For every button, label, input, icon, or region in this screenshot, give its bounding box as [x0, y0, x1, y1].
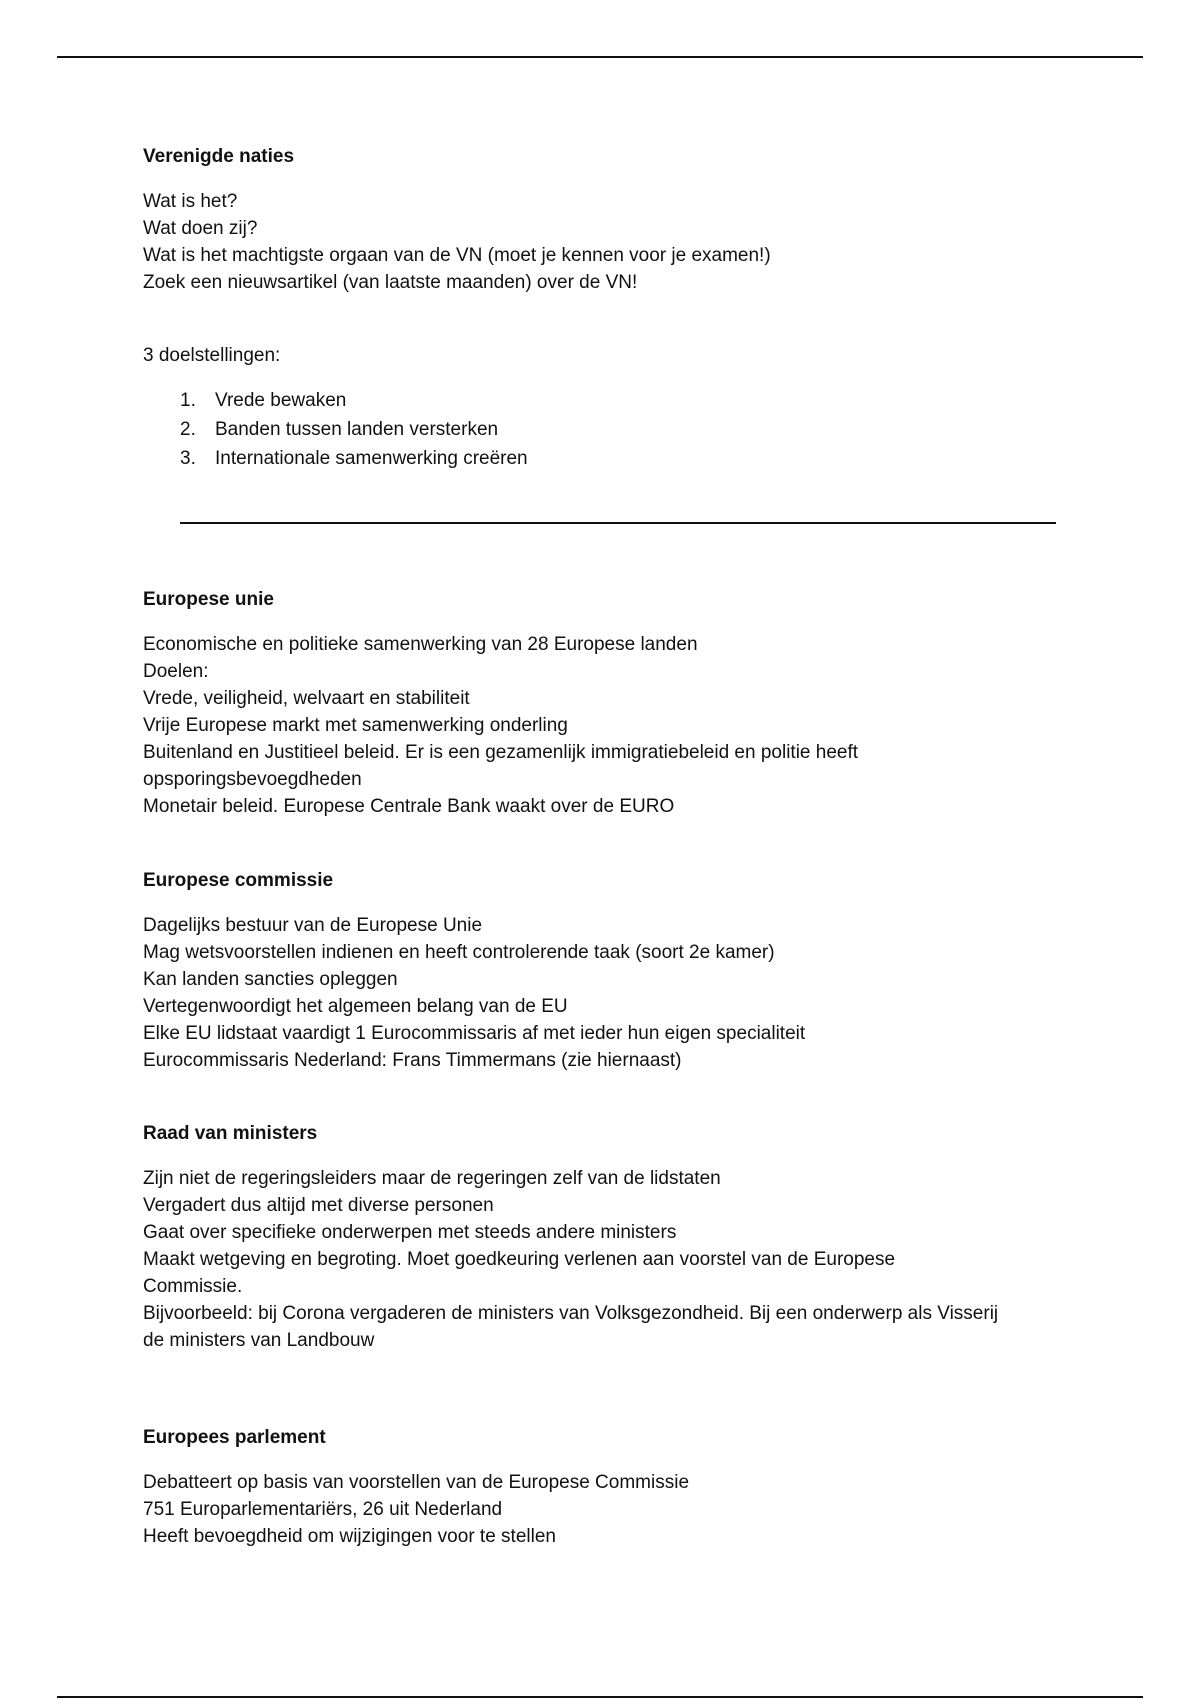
list-item-text: Vrede bewaken	[215, 390, 347, 411]
text-line: Wat doen zij?	[143, 218, 258, 239]
section-heading: Europees parlement	[143, 1427, 326, 1448]
section-heading: Raad van ministers	[143, 1123, 318, 1144]
text-line: Zoek een nieuwsartikel (van laatste maanden) over de VN!	[143, 272, 638, 293]
list-item	[143, 386, 1083, 415]
page-bottom-rule	[57, 1696, 1143, 1698]
list-number: 3.	[180, 448, 196, 469]
section-verenigde-naties	[143, 143, 1083, 296]
text-line: Economische en politieke samenwerking van 28 Europese landen	[143, 634, 698, 655]
text-line: Vertegenwoordigt het algemeen belang van de EU	[143, 996, 568, 1017]
list-item	[143, 415, 1083, 444]
text-line: de ministers van Landbouw	[143, 1330, 375, 1351]
text-line: Monetair beleid. Europese Centrale Bank waakt over de EURO	[143, 796, 675, 817]
text-line: Zijn niet de regeringsleiders maar de regeringen zelf van de lidstaten	[143, 1168, 721, 1189]
page-top-rule	[57, 56, 1143, 58]
list-item-text: Internationale samenwerking creëren	[215, 448, 528, 469]
text-line: Elke EU lidstaat vaardigt 1 Eurocommissaris af met ieder hun eigen specialiteit	[143, 1023, 806, 1044]
list-number: 2.	[180, 419, 196, 440]
section-heading: Verenigde naties	[143, 146, 295, 167]
text-line: Vergadert dus altijd met diverse personen	[143, 1195, 494, 1216]
list-item-text: Banden tussen landen versterken	[215, 419, 499, 440]
goals-list	[143, 386, 1083, 473]
text-line: Wat is het?	[143, 191, 238, 212]
text-line: Eurocommissaris Nederland: Frans Timmermans (zie hiernaast)	[143, 1050, 682, 1071]
text-line: Mag wetsvoorstellen indienen en heeft controlerende taak (soort 2e kamer)	[143, 942, 775, 963]
section-heading: Europese commissie	[143, 870, 334, 891]
text-line: Vrije Europese markt met samenwerking onderling	[143, 715, 568, 736]
list-item	[143, 444, 1083, 473]
section-raad-van-ministers	[143, 1120, 1083, 1354]
text-line: Heeft bevoegdheid om wijzigingen voor te stellen	[143, 1526, 556, 1547]
goals-block	[143, 342, 1083, 473]
text-line: Maakt wetgeving en begroting. Moet goedkeuring verlenen aan voorstel van de Europese	[143, 1249, 896, 1270]
text-line: Dagelijks bestuur van de Europese Unie	[143, 915, 483, 936]
section-heading: Europese unie	[143, 589, 274, 610]
text-line: Doelen:	[143, 661, 209, 682]
text-line: opsporingsbevoegdheden	[143, 769, 362, 790]
text-line: Vrede, veiligheid, welvaart en stabiliteit	[143, 688, 470, 709]
text-line: Commissie.	[143, 1276, 243, 1297]
text-line: Debatteert op basis van voorstellen van de Europese Commissie	[143, 1472, 690, 1493]
text-line: 751 Europarlementariërs, 26 uit Nederland	[143, 1499, 503, 1520]
text-line: Wat is het machtigste orgaan van de VN (moet je kennen voor je examen!)	[143, 245, 771, 266]
section-europees-parlement	[143, 1424, 1083, 1550]
list-number: 1.	[180, 390, 196, 411]
section-europese-unie	[143, 586, 1083, 820]
goals-intro: 3 doelstellingen:	[143, 345, 281, 366]
text-line: Buitenland en Justitieel beleid. Er is een gezamenlijk immigratiebeleid en politie heeft	[143, 742, 859, 763]
section-divider	[180, 522, 1056, 524]
text-line: Gaat over specifieke onderwerpen met steeds andere ministers	[143, 1222, 677, 1243]
section-europese-commissie	[143, 867, 1083, 1074]
text-line: Kan landen sancties opleggen	[143, 969, 398, 990]
text-line: Bijvoorbeeld: bij Corona vergaderen de ministers van Volksgezondheid. Bij een onderwerp als Visserij	[143, 1303, 999, 1324]
